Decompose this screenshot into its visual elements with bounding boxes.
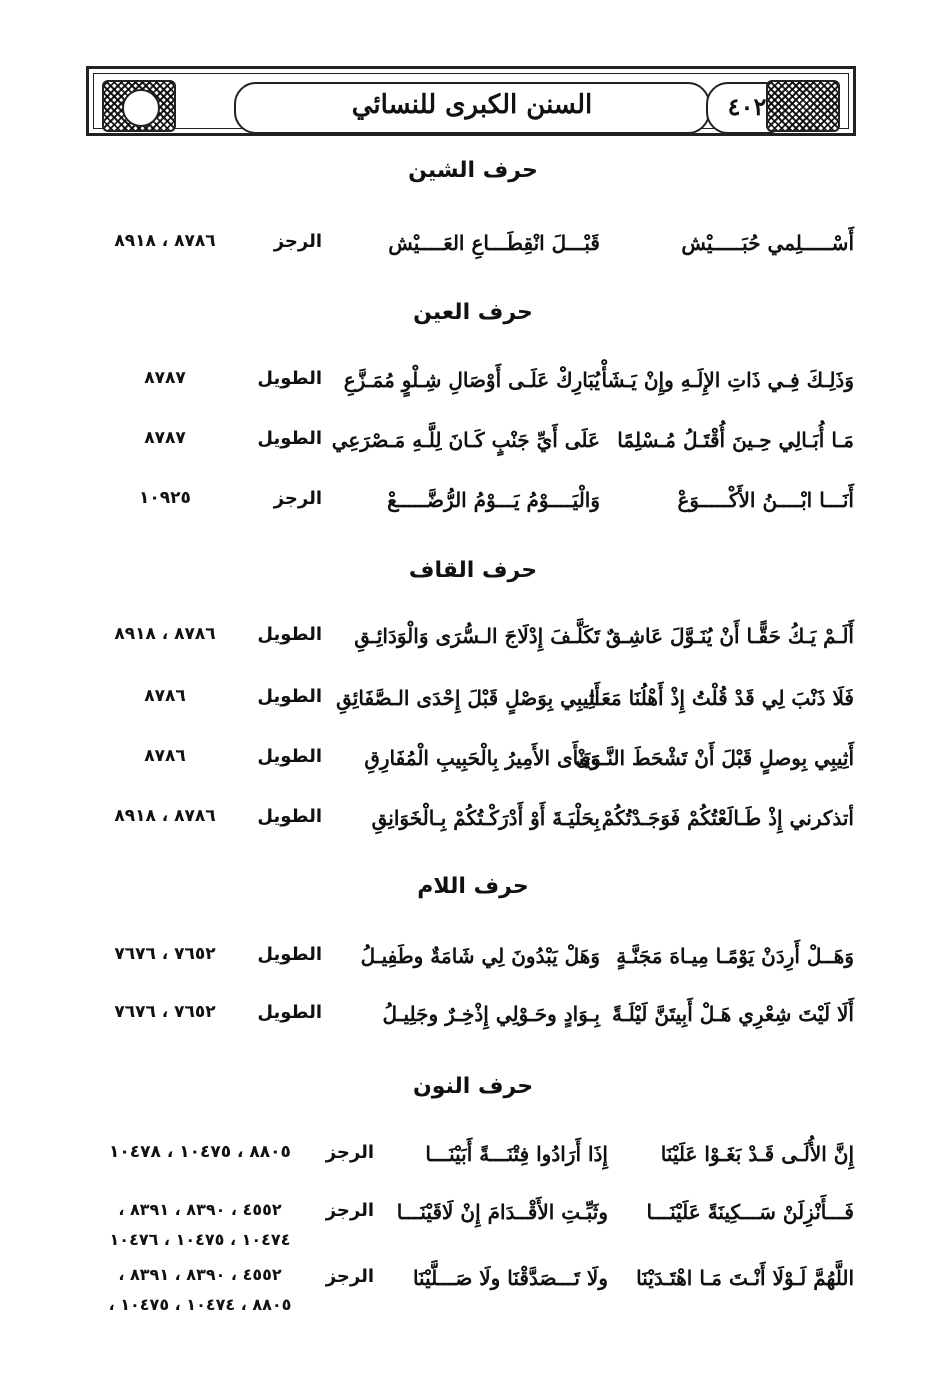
meter: الطويل <box>257 746 322 767</box>
meter: الرجز <box>325 1200 374 1221</box>
hadith-refs: ٨٨٠٥ ، ١٠٤٧٥ ، ١٠٤٧٨ <box>109 1142 291 1162</box>
hemistich-second: ولَا تَـــصَدَّقْنَا ولَا صَـــلَّيْنَا <box>412 1266 608 1290</box>
verse-row <box>0 488 946 522</box>
hemistich-second: أَثِيبِي بِوَصْلٍ قَبْلَ إِحْدَى الـصَّفَائِقِ <box>336 686 600 710</box>
hadith-refs-line: ٨٨٠٥ ، ١٠٤٧٤ ، ١٠٤٧٥ ، <box>108 1295 292 1314</box>
hemistich-second: بِـوَادٍ وحَـوْلِي إِذْخِـرٌ وجَلِيـلُ <box>382 1002 600 1026</box>
running-title-frame <box>234 82 710 134</box>
meter: الطويل <box>257 428 322 449</box>
verse-row <box>0 624 946 658</box>
page-number: ٤٠٢ <box>727 92 767 121</box>
hadith-refs-line: ٤٥٥٢ ، ٨٣٩٠ ، ٨٣٩١ ، <box>118 1265 282 1284</box>
hemistich-first: إِنَّ الأُلَـى قَـدْ بَغَـوْا عَلَيْنَا <box>660 1142 854 1166</box>
hadith-refs-line: ١٠٤٧٤ ، ١٠٤٧٥ ، ١٠٤٧٦ <box>109 1230 291 1249</box>
verse-row <box>0 944 946 978</box>
meter: الطويل <box>257 624 322 645</box>
hemistich-first: فَلَا ذَنْبَ لِي قَدْ قُلْتُ إِذْ أَهْلُنَا مَعَـا <box>589 686 854 710</box>
hemistich-first: اللَّهُمَّ لَـوْلَا أَنْـتَ مَـا اهْتَـدَيْنَا <box>636 1266 854 1290</box>
hemistich-first: أَلَـمْ يَـكُ حَقًّـا أَنْ يُنَـوَّلَ عَاشِـقٌ <box>605 624 854 648</box>
hadith-refs-line: ٤٥٥٢ ، ٨٣٩٠ ، ٨٣٩١ ، <box>118 1200 282 1219</box>
hemistich-second: وثَبِّـتِ الأَقْــدَامَ إِنْ لَاقَيْنَـــا <box>396 1200 608 1224</box>
hemistich-second: وَالْيَــــوْمُ يَـــوْمُ الرُّضَّـــــعْ <box>387 488 600 512</box>
header-frame <box>93 73 849 129</box>
hemistich-first: مَـا أُبَـالِي حِـينَ أُقْتَـلُ مُـسْلِمًا <box>617 428 854 452</box>
meter: الرجز <box>273 488 322 509</box>
book-logo-ornament <box>102 80 176 132</box>
meter: الرجز <box>325 1266 374 1287</box>
hadith-refs: ٨٧٨٦ ، ٨٩١٨ <box>114 624 216 644</box>
verse-row <box>0 231 946 265</box>
meter: الطويل <box>257 944 322 965</box>
hadith-refs: ٨٧٨٦ <box>144 686 186 706</box>
hemistich-second: يُبَارِكْ عَلَـى أَوْصَالِ شِـلْوٍ مُمَـزَّعِ <box>343 368 600 392</box>
section-heading-lam: حرف اللام <box>417 874 529 899</box>
hemistich-first: أَلَا لَيْتَ شِعْرِي هَـلْ أَبِيتَنَّ لَيْلَـةً <box>612 1002 854 1026</box>
hadith-refs-block <box>100 1195 300 1255</box>
hemistich-first: أَثِيبِي بِوصلٍ قَبْلَ أَنْ تَشْحَطَ النَّـوَى <box>575 746 854 770</box>
hemistich-second: وَيَنْأَى الأَمِيرُ بِالْحَبِيبِ الْمُفَارِقِ <box>364 746 600 770</box>
hadith-refs: ٨٧٨٦ <box>144 746 186 766</box>
hadith-refs: ٧٦٥٢ ، ٧٦٧٦ <box>114 944 216 964</box>
meter: الرجز <box>273 231 322 252</box>
hemistich-first: أتذكرني إِذْ طَـالَعْتُكُمْ فَوَجَـدْتُكُمْ <box>601 806 854 830</box>
verse-row <box>0 806 946 840</box>
section-heading-qaf: حرف القاف <box>408 558 538 583</box>
meter: الطويل <box>257 686 322 707</box>
hemistich-second: تَكَلَّـفَ إِدْلَاجَ الـسُّرَى وَالْوَدَائِـقِ <box>354 624 600 648</box>
hadith-refs: ١٠٩٢٥ <box>139 488 191 508</box>
section-heading-nun: حرف النون <box>412 1074 534 1099</box>
hadith-refs: ٨٧٨٦ ، ٨٩١٨ <box>114 231 216 251</box>
hadith-refs: ٧٦٥٢ ، ٧٦٧٦ <box>114 1002 216 1022</box>
hadith-refs: ٨٧٨٧ <box>144 428 186 448</box>
meter: الطويل <box>257 1002 322 1023</box>
verse-row <box>0 368 946 402</box>
hemistich-second: بِحَلْيَـةَ أَوْ أَدْرَكْـتُكُمْ بِـالْخَوَانِقِ <box>371 806 600 830</box>
hemistich-second: إِذَا أَرَادُوا فِتْنَـــةً أَبَيْنَـــا <box>425 1142 608 1166</box>
verse-row <box>0 1142 946 1176</box>
section-heading-shin: حرف الشين <box>408 158 538 183</box>
hemistich-second: قَبْـــلَ انْقِطَـــاعِ العَــــيْش <box>388 231 600 255</box>
verse-row <box>0 686 946 720</box>
hemistich-second: وَهَلْ يَبْدُونَ لِي شَامَةٌ وطَفِيـلُ <box>360 944 600 968</box>
meter: الطويل <box>257 806 322 827</box>
hemistich-first: وَذَلِـكَ فِـي ذَاتِ الإِلَـهِ وإِنْ يَـشَأْ <box>601 368 854 392</box>
hemistich-first: فَـــأَنْزِلَنْ سَـــكِينَةً عَلَيْنَـــا <box>646 1200 854 1224</box>
meter: الرجز <box>325 1142 374 1163</box>
logo-seal-icon <box>122 89 160 127</box>
verse-row <box>0 428 946 462</box>
hadith-refs-block <box>100 1260 300 1320</box>
hadith-refs: ٨٧٨٧ <box>144 368 186 388</box>
verse-row <box>0 1002 946 1036</box>
running-title: السنن الكبرى للنسائي <box>351 90 593 120</box>
verse-row <box>0 746 946 780</box>
hemistich-first: أَنَـــا ابْــــنُ الأَكْـــــوَعْ <box>677 488 854 512</box>
section-heading-ain: حرف العين <box>413 300 533 325</box>
page-header <box>86 66 856 136</box>
hemistich-first: وَهَــلْ أَرِدَنْ يَوْمًـا مِيـاهَ مَجَنَّـةٍ <box>616 944 854 968</box>
hemistich-first: أَسْـــــلِمي حُبَـــــيْش <box>681 231 854 255</box>
meter: الطويل <box>257 368 322 389</box>
hemistich-second: عَلَى أَيِّ جَنْبٍ كَـانَ لِلَّـهِ مَـصْرَعِي <box>331 428 600 452</box>
corner-ornament-right <box>766 80 840 132</box>
hadith-refs: ٨٧٨٦ ، ٨٩١٨ <box>114 806 216 826</box>
